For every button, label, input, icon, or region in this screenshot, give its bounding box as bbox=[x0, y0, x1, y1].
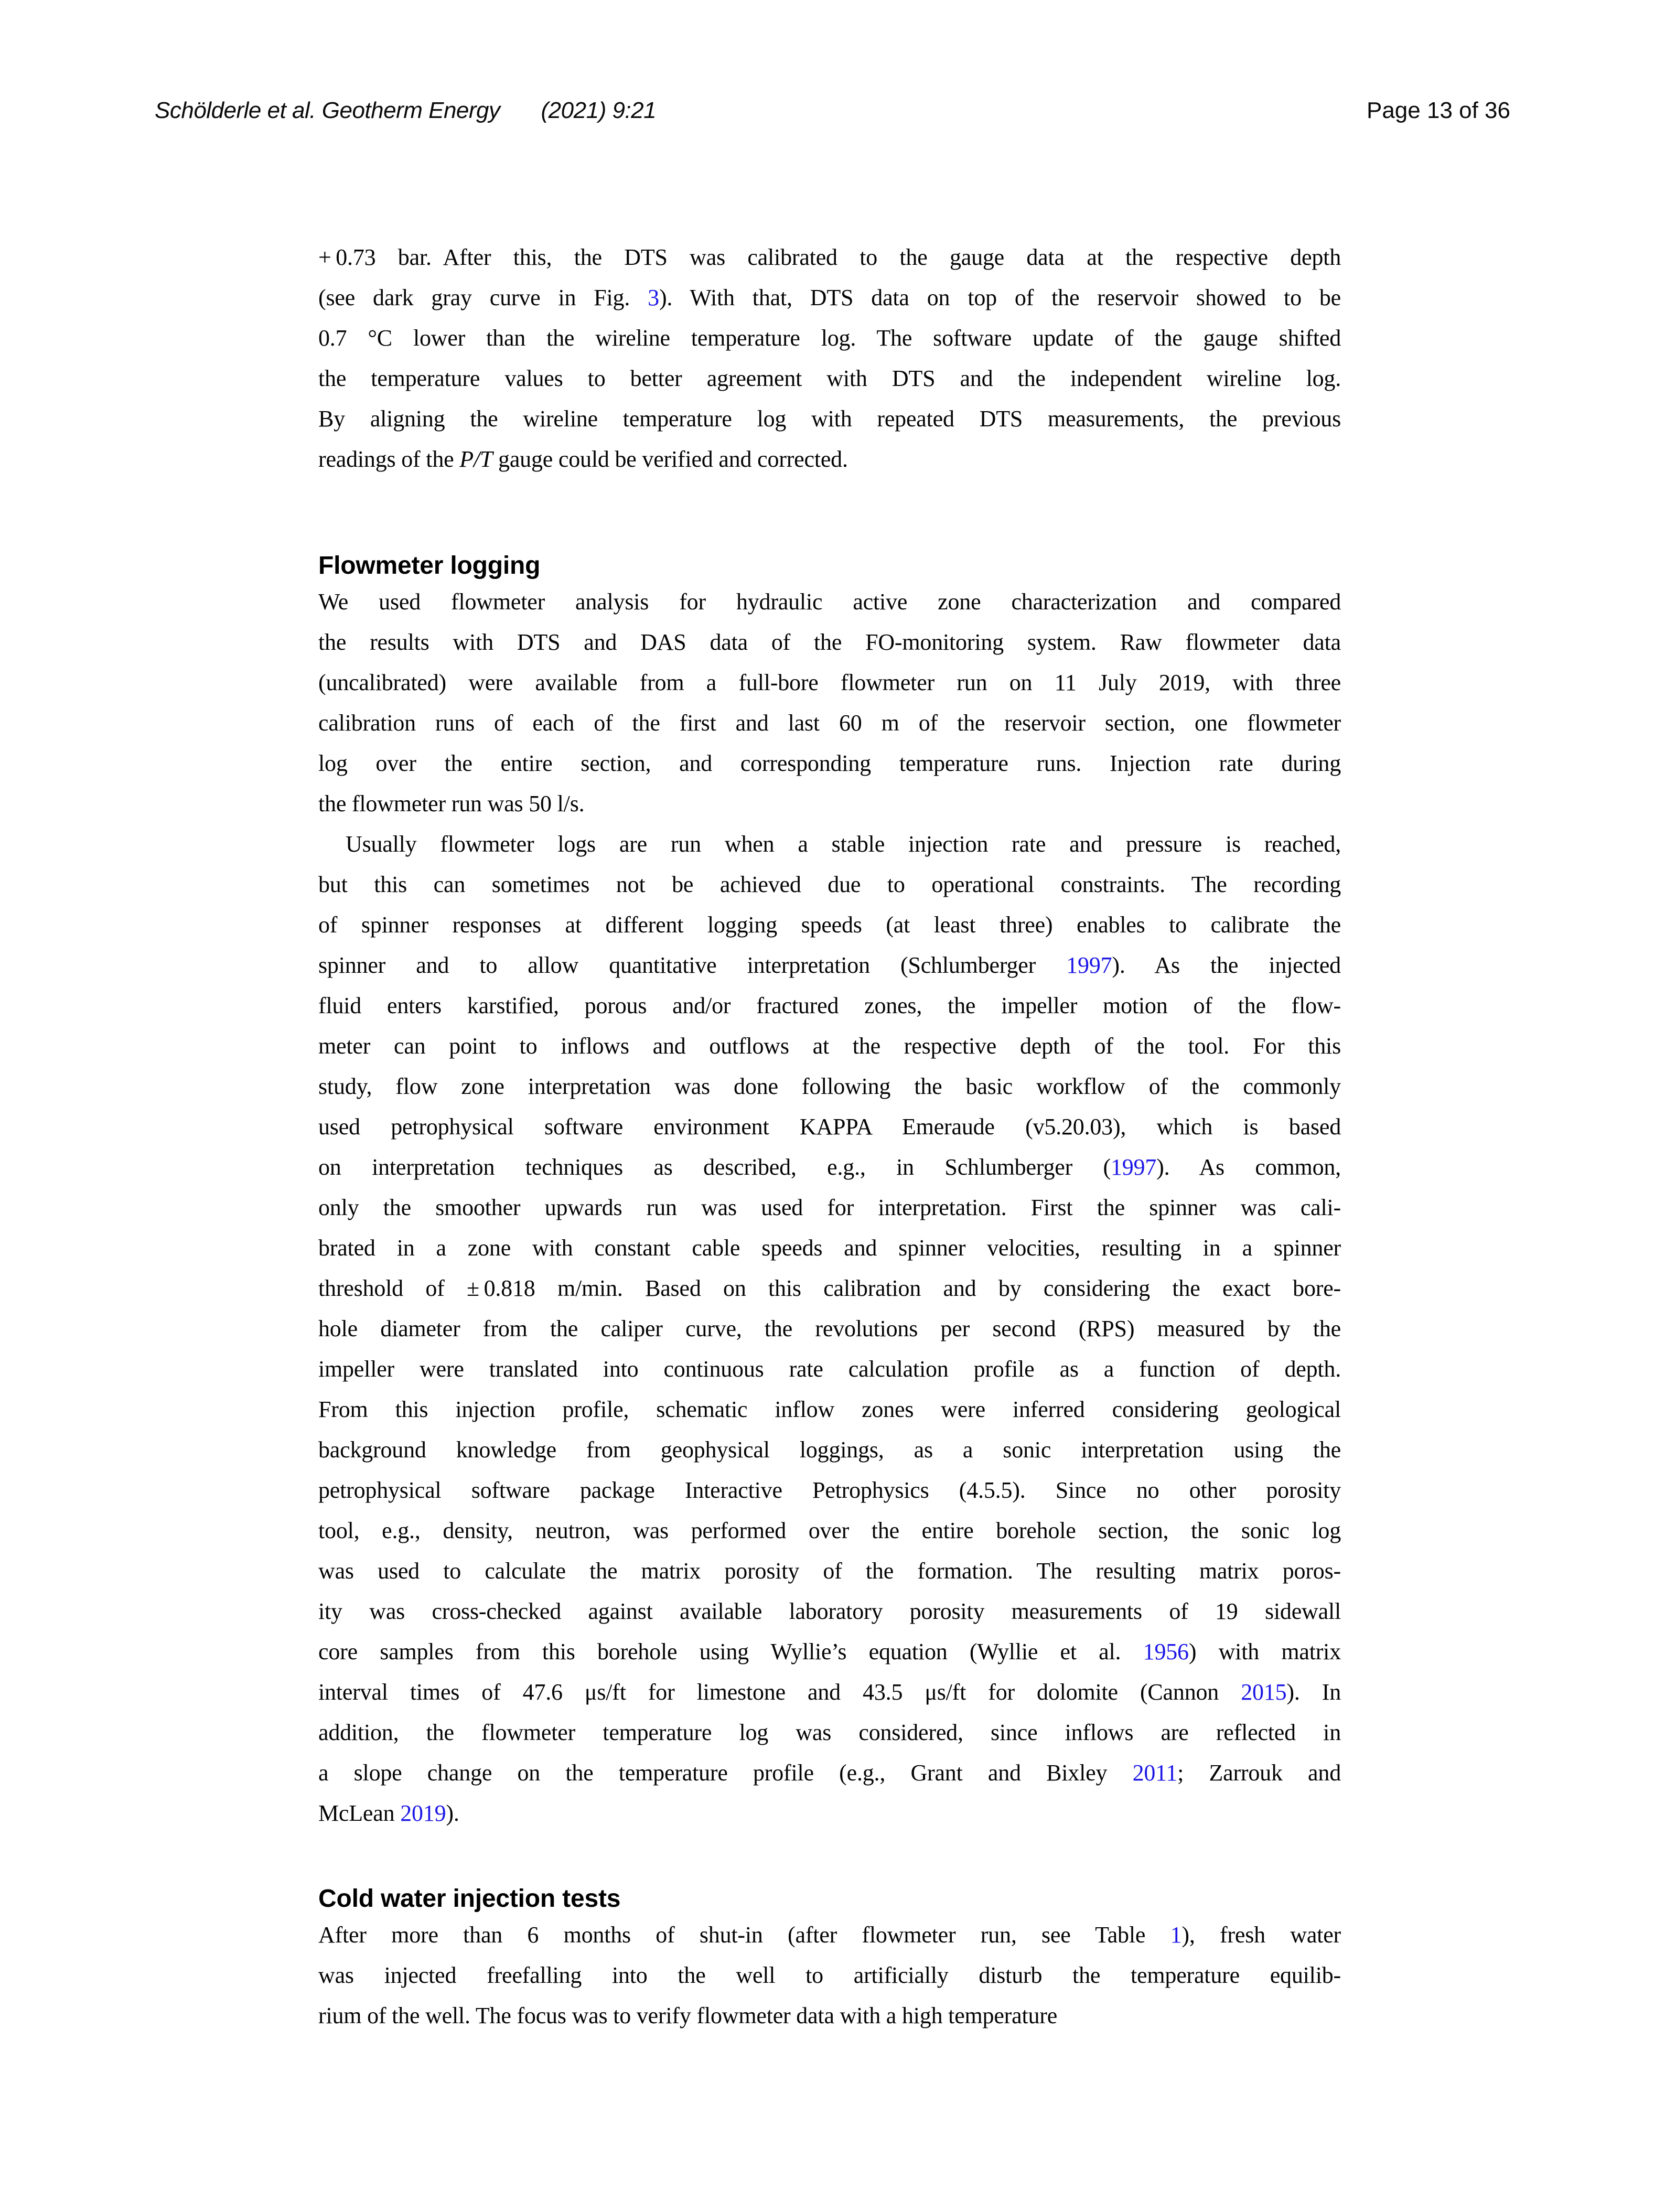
citation-link[interactable]: 2015 bbox=[1241, 1679, 1287, 1705]
text-line: of spinner responses at different logging speeds (at least three) enables to calibrate the bbox=[318, 912, 1341, 938]
paragraph bbox=[318, 582, 1341, 824]
text-line: tool, e.g., density, neutron, was performed over the entire borehole section, the sonic log bbox=[318, 1518, 1341, 1543]
text-line: brated in a zone with constant cable speeds and spinner velocities, resulting in a spinner bbox=[318, 1235, 1341, 1261]
text-line: rium of the well. The focus was to verify flowmeter data with a high temperature bbox=[318, 2003, 1058, 2028]
section-heading-cold-water-injection-tests: Cold water injection tests bbox=[318, 1885, 621, 1913]
text-line: spinner and to allow quantitative interpretation (Schlumberger 1997). As the injected bbox=[318, 952, 1341, 978]
citation-link[interactable]: 1 bbox=[1170, 1922, 1182, 1948]
text-line: fluid enters karstified, porous and/or fractured zones, the impeller motion of the flow- bbox=[318, 993, 1341, 1018]
citation-link[interactable]: 3 bbox=[648, 285, 659, 310]
text-line: After more than 6 months of shut-in (after flowmeter run, see Table 1), fresh water bbox=[318, 1922, 1341, 1948]
text-line: core samples from this borehole using Wyllie’s equation (Wyllie et al. 1956) with matrix bbox=[318, 1639, 1341, 1665]
citation-link[interactable]: 2011 bbox=[1132, 1760, 1178, 1786]
text-line: impeller were translated into continuous rate calculation profile as a function of depth. bbox=[318, 1356, 1341, 1382]
journal-title: Schölderle et al. Geotherm Energy bbox=[155, 98, 500, 123]
article-body bbox=[318, 0, 1341, 2036]
paragraph bbox=[318, 1915, 1341, 2036]
text-line: petrophysical software package Interactive Petrophysics (4.5.5). Since no other porosity bbox=[318, 1477, 1341, 1503]
text-line: only the smoother upwards run was used for interpretation. First the spinner was cali- bbox=[318, 1195, 1341, 1220]
text-line: threshold of ± 0.818 m/min. Based on this calibration and by considering the exact bore- bbox=[318, 1275, 1341, 1301]
text-line: log over the entire section, and corresponding temperature runs. Injection rate during bbox=[318, 750, 1341, 776]
text-line: readings of the P/T gauge could be verified and corrected. bbox=[318, 446, 848, 472]
citation-link[interactable]: 1956 bbox=[1143, 1639, 1189, 1665]
volume-info: (2021) 9:21 bbox=[541, 98, 657, 123]
paragraph bbox=[318, 824, 1341, 1833]
text-line: ity was cross-checked against available laboratory porosity measurements of 19 sidewall bbox=[318, 1598, 1341, 1624]
citation-link[interactable]: 1997 bbox=[1110, 1154, 1157, 1180]
text-line: By aligning the wireline temperature log with repeated DTS measurements, the previous bbox=[318, 406, 1341, 432]
text-line: background knowledge from geophysical loggings, as a sonic interpretation using the bbox=[318, 1437, 1341, 1463]
text-line: used petrophysical software environment KAPPA Emeraude (v5.20.03), which is based bbox=[318, 1114, 1341, 1140]
section-heading-flowmeter-logging: Flowmeter logging bbox=[318, 552, 541, 579]
citation-link[interactable]: 2019 bbox=[400, 1800, 446, 1826]
page-number: Page 13 of 36 bbox=[1366, 98, 1510, 123]
text-line: the temperature values to better agreement with DTS and the independent wireline log. bbox=[318, 366, 1341, 391]
text-line: (uncalibrated) were available from a full-bore flowmeter run on 11 July 2019, with three bbox=[318, 670, 1341, 695]
text-line: on interpretation techniques as described, e.g., in Schlumberger (1997). As common, bbox=[318, 1154, 1341, 1180]
text-line: a slope change on the temperature profile (e.g., Grant and Bixley 2011; Zarrouk and bbox=[318, 1760, 1341, 1786]
text-line: interval times of 47.6 μs/ft for limestone and 43.5 μs/ft for dolomite (Cannon 2015). In bbox=[318, 1679, 1341, 1705]
intro-paragraphs bbox=[318, 237, 1341, 479]
text-line: + 0.73 bar. After this, the DTS was calibrated to the gauge data at the respective depth bbox=[318, 244, 1341, 270]
text-line: the results with DTS and DAS data of the FO-monitoring system. Raw flowmeter data bbox=[318, 629, 1341, 655]
text-line: was used to calculate the matrix porosity of the formation. The resulting matrix poros- bbox=[318, 1558, 1341, 1584]
text-line: but this can sometimes not be achieved due to operational constraints. The recording bbox=[318, 872, 1341, 897]
text-line: McLean 2019). bbox=[318, 1800, 459, 1826]
paragraph bbox=[318, 237, 1341, 479]
cold-water-injection-paragraphs bbox=[318, 1915, 1341, 2036]
text-line: the flowmeter run was 50 l/s. bbox=[318, 791, 585, 817]
text-line: calibration runs of each of the first and last 60 m of the reservoir section, one flowmeter bbox=[318, 710, 1341, 736]
text-line: meter can point to inflows and outflows at the respective depth of the tool. For this bbox=[318, 1033, 1341, 1059]
italic-text: P/T bbox=[459, 446, 493, 472]
text-line: was injected freefalling into the well to artificially disturb the temperature equilib- bbox=[318, 1962, 1341, 1988]
text-line: From this injection profile, schematic inflow zones were inferred considering geological bbox=[318, 1397, 1341, 1422]
text-line: study, flow zone interpretation was done following the basic workflow of the commonly bbox=[318, 1073, 1341, 1099]
flowmeter-logging-paragraphs bbox=[318, 582, 1341, 1833]
text-line: Usually flowmeter logs are run when a stable injection rate and pressure is reached, bbox=[346, 831, 1341, 857]
text-line: hole diameter from the caliper curve, the revolutions per second (RPS) measured by the bbox=[318, 1316, 1341, 1341]
text-line: 0.7 °C lower than the wireline temperature log. The software update of the gauge shifted bbox=[318, 325, 1341, 351]
text-line: (see dark gray curve in Fig. 3). With that, DTS data on top of the reservoir showed to be bbox=[318, 285, 1341, 310]
text-line: addition, the flowmeter temperature log was considered, since inflows are reflected in bbox=[318, 1720, 1341, 1745]
citation-link[interactable]: 1997 bbox=[1066, 952, 1112, 978]
text-line: We used flowmeter analysis for hydraulic active zone characterization and compared bbox=[318, 589, 1341, 615]
